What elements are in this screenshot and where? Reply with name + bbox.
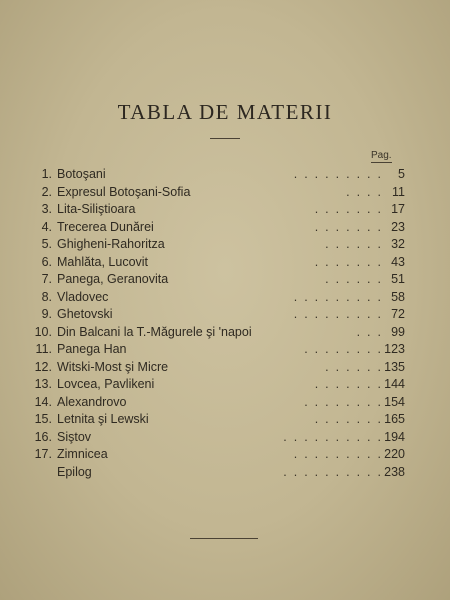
toc-entry-page: 11	[392, 184, 405, 199]
bottom-divider	[190, 538, 258, 539]
toc-entry-number: 12.	[34, 359, 52, 374]
dot-leader: .......	[314, 377, 388, 391]
toc-entry-page: 165	[384, 412, 405, 426]
toc-entry-title: Ghigheni-Rahoritza	[57, 237, 165, 251]
toc-entry-page: 99	[391, 324, 405, 339]
toc-entry-page: 144	[384, 377, 405, 391]
toc-entry-page: 123	[384, 342, 405, 356]
toc-entry	[0, 184, 450, 202]
dot-leader: .......	[314, 412, 388, 426]
page-column-header: Pag.	[371, 150, 392, 161]
toc-entry-page: 17	[391, 202, 405, 216]
toc-entry-title: Expresul Botoşani-Sofia	[57, 184, 191, 199]
toc-entry-title: Din Balcani la T.-Măgurele şi 'napoi	[57, 324, 252, 339]
toc-entry-number: 10.	[34, 324, 52, 339]
toc-entry-page: 32	[391, 237, 405, 251]
toc-entry	[0, 219, 450, 237]
dot-leader: .........	[293, 447, 388, 461]
dot-leader: .......	[314, 202, 388, 216]
dot-leader: .........	[293, 307, 388, 321]
toc-entry	[0, 359, 450, 377]
toc-entry-number: 15.	[34, 412, 52, 426]
toc-entry-number: 17.	[34, 447, 52, 461]
toc-entry	[0, 289, 450, 307]
toc-entry	[0, 324, 450, 342]
toc-entry-page: 154	[384, 394, 405, 409]
toc-entry-title: Witski-Most şi Micre	[57, 359, 169, 374]
toc-entry	[0, 271, 450, 289]
toc-entry-number: 8.	[41, 289, 52, 304]
toc-entry-page: 238	[384, 464, 405, 479]
toc-entry-title: Mahlăta, Lucovit	[57, 254, 149, 269]
toc-entry-title: Panega, Geranovita	[57, 272, 169, 286]
toc-entry-title: Lita-Siliştioara	[57, 202, 136, 216]
dot-leader: ........	[304, 342, 388, 356]
toc-entry-number: 2.	[41, 184, 52, 199]
toc-entry-number: 14.	[34, 394, 52, 409]
toc-entry-page: 58	[391, 289, 405, 304]
dot-leader: ........	[304, 394, 388, 409]
table-of-contents	[0, 166, 450, 481]
toc-entry	[0, 201, 450, 219]
toc-entry-page: 5	[398, 167, 405, 181]
dot-leader: ..........	[283, 464, 388, 479]
toc-entry-page: 135	[384, 359, 405, 374]
dot-leader: ......	[325, 237, 388, 251]
toc-entry-number: 1.	[41, 167, 52, 181]
dot-leader: .........	[293, 167, 388, 181]
toc-entry-number: 11.	[35, 342, 52, 356]
toc-entry	[0, 429, 450, 447]
dot-leader: .........	[293, 289, 388, 304]
dot-leader: ..........	[283, 429, 388, 444]
toc-entry-page: 23	[391, 219, 405, 234]
dot-leader: .......	[314, 219, 388, 234]
toc-entry-title: Botoşani	[57, 167, 106, 181]
dot-leader: ......	[325, 359, 388, 374]
toc-entry-number: 6.	[41, 254, 52, 269]
toc-entry	[0, 341, 450, 359]
toc-entry	[0, 376, 450, 394]
toc-entry	[0, 254, 450, 272]
toc-entry-number: 4.	[41, 219, 52, 234]
toc-entry-title: Alexandrovo	[57, 394, 127, 409]
toc-entry-page: 220	[384, 447, 405, 461]
toc-entry-title: Epilog	[57, 464, 92, 479]
toc-entry	[0, 306, 450, 324]
title-underline	[210, 138, 240, 139]
toc-entry-title: Lovcea, Pavlikeni	[57, 377, 155, 391]
dot-leader: ....	[346, 184, 388, 199]
toc-entry	[0, 446, 450, 464]
page-title: TABLA DE MATERII	[117, 100, 333, 124]
toc-entry	[0, 464, 450, 482]
toc-entry-page: 72	[391, 307, 405, 321]
toc-entry-title: Ghetovski	[57, 307, 113, 321]
toc-entry-number: 9.	[41, 307, 52, 321]
toc-entry-title: Zimnicea	[57, 447, 108, 461]
dot-leader: ......	[325, 272, 388, 286]
toc-entry-number: 13.	[34, 377, 52, 391]
dot-leader: .......	[314, 254, 388, 269]
toc-entry	[0, 166, 450, 184]
toc-entry-title: Trecerea Dunărei	[57, 219, 154, 234]
toc-entry	[0, 236, 450, 254]
toc-entry-page: 43	[391, 254, 405, 269]
toc-entry	[0, 394, 450, 412]
toc-entry-page: 194	[384, 429, 405, 444]
toc-entry-title: Letnita şi Lewski	[57, 412, 149, 426]
toc-entry-title: Siştov	[57, 429, 92, 444]
toc-entry	[0, 411, 450, 429]
toc-entry-page: 51	[391, 272, 405, 286]
toc-entry-number: 7.	[41, 272, 52, 286]
dot-leader: ...	[356, 324, 388, 339]
toc-entry-title: Vladovec	[57, 289, 109, 304]
toc-entry-number: 16.	[34, 429, 52, 444]
toc-entry-title: Panega Han	[57, 342, 127, 356]
toc-entry-number: 5.	[41, 237, 52, 251]
toc-entry-number: 3.	[41, 202, 52, 216]
